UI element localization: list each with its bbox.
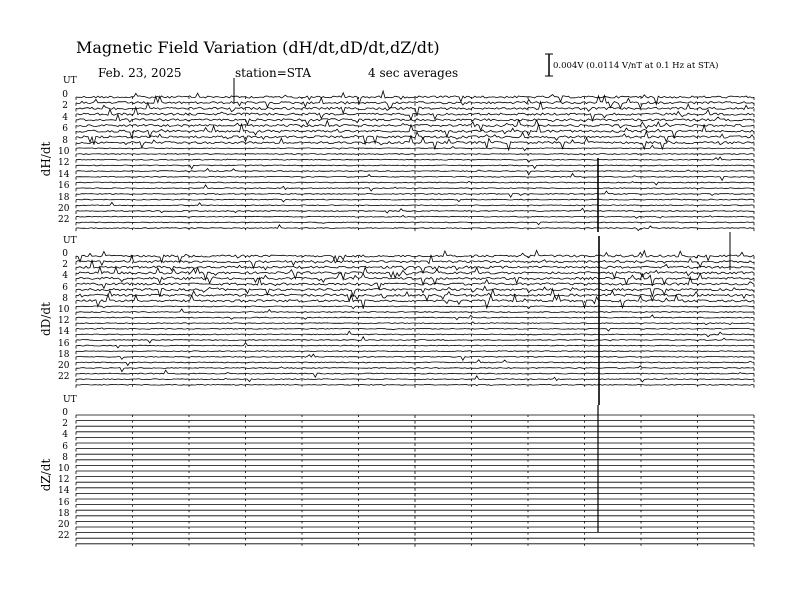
hour-label-20: 20: [58, 520, 70, 530]
hour-label-4: 4: [62, 112, 68, 123]
hour-label-16: 16: [58, 181, 70, 192]
hour-label-8: 8: [62, 293, 68, 304]
hour-label-20: 20: [58, 204, 70, 214]
hour-label-8: 8: [62, 135, 68, 146]
hour-label-12: 12: [58, 316, 70, 327]
hour-label-6: 6: [62, 282, 68, 293]
hour-label-10: 10: [58, 464, 70, 474]
hour-label-12: 12: [58, 158, 70, 169]
hour-label-18: 18: [58, 349, 70, 360]
hour-label-10: 10: [58, 147, 70, 157]
chart-title: Magnetic Field Variation (dH/dt,dD/dt,dZ/dt): [76, 38, 440, 57]
hour-label-20: 20: [58, 361, 70, 371]
trace-hour-10: [76, 309, 754, 312]
station-label: station=STA: [235, 66, 312, 80]
hour-label-6: 6: [62, 124, 68, 135]
date-label: Feb. 23, 2025: [98, 66, 182, 80]
trace-hour-19: [76, 202, 754, 205]
panel-dZ-dt-label: dZ/dt: [39, 458, 53, 492]
panel-dH-dt-label: dH/dt: [39, 141, 53, 177]
hour-label-22: 22: [58, 372, 70, 383]
hour-label-16: 16: [58, 497, 70, 508]
hour-label-0: 0: [62, 249, 68, 259]
ut-label: UT: [63, 236, 77, 246]
hour-label-4: 4: [62, 430, 68, 441]
hour-label-14: 14: [58, 169, 70, 180]
hour-label-22: 22: [58, 215, 70, 226]
hour-label-2: 2: [62, 101, 68, 112]
hour-label-18: 18: [58, 508, 70, 519]
ut-label: UT: [63, 76, 77, 86]
ut-label: UT: [63, 395, 77, 405]
panel-dD-dt-label: dD/dt: [39, 302, 53, 336]
hour-label-0: 0: [62, 408, 68, 418]
hour-label-4: 4: [62, 271, 68, 282]
hour-label-6: 6: [62, 441, 68, 452]
hour-label-2: 2: [62, 419, 68, 430]
scale-note: 0.004V (0.0114 V/nT at 0.1 Hz at STA): [553, 61, 719, 71]
hour-label-12: 12: [58, 475, 70, 486]
hour-label-18: 18: [58, 192, 70, 203]
hour-label-16: 16: [58, 338, 70, 349]
hour-label-10: 10: [58, 305, 70, 315]
hour-label-8: 8: [62, 452, 68, 463]
hour-label-22: 22: [58, 531, 70, 542]
hour-label-0: 0: [62, 90, 68, 100]
hour-label-2: 2: [62, 260, 68, 271]
averaging-label: 4 sec averages: [368, 66, 459, 80]
hour-label-14: 14: [58, 327, 70, 338]
hour-label-14: 14: [58, 486, 70, 497]
